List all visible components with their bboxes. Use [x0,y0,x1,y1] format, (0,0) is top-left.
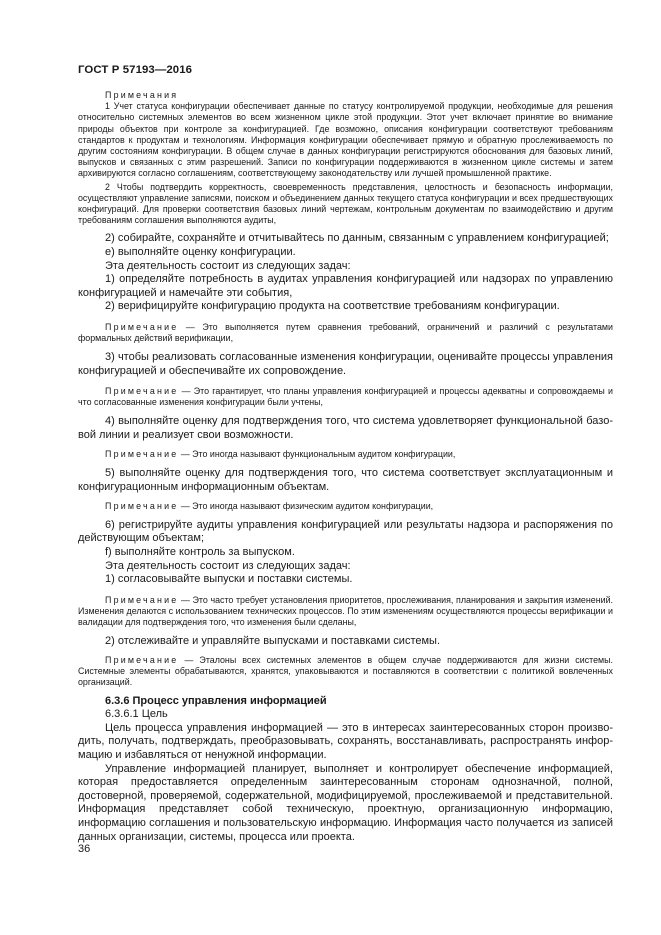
note-2: 2 Чтобы подтвердить корректность, своевременность представления, целостность и безопасность информации, осуществляют управление записями, поиском и объединением данных текущего статуса конфигурации и всех предшествующих конфигураций. Для проверки соответствия базовых линий чертежам, контрольным документам по взаимодействию и другим требованиям соглашения выполняются аудиты, [78,181,613,226]
section-title: 6.3.6 Процесс управления информацией [105,694,327,707]
note-f1 [78,595,613,629]
item-d2: 2) собирайте, сохраняйте и отчитывайтесь по данным, связанным с управлением конфигурацией; [105,232,609,245]
item-e4: 4) выполняйте оценку для подтверждения того, что система удовлетворяет функциональной базовой линии и реализует свои возможности. [78,415,613,441]
item-e3: 3) чтобы реализовать согласованные изменения конфигурации, оценивайте процессы управления конфигурацией и обеспечивайте их сопровождение. [78,351,613,377]
note-label: Примечание [105,500,179,511]
notes-heading: Примечания [105,90,179,100]
note-f2 [78,655,613,689]
page-content [78,90,613,844]
item-e6: 6) регистрируйте аудиты управления конфигурацией или результаты надзора и распоряжения по действующим объектам; [78,518,613,545]
note-1: 1 Учет статуса конфигурации обеспечивает данные по статусу контролируемой продукции, необходимые для решения относительно системных элементов во всем жизненном цикле этой продукции. Этот учет включает принятие во внимание природы объектов при контроле за конфигурацией. Где возможно, описания конфигурации соответствуют требованиям стандартов к продуктам и технологиям. Информация конфигурации обеспечивает прямую и обратную прослеживаемость по другим состояниям конфигурации. В общем случае в данных конфигурации регистрируются обоснования для базовых линий, выпусков и связанных с этим разрешений. Записи по конфигурации поддерживаются в жизненном цикле системы и затем архивируются согласно соглашениям, соответствующему законодательству или лучшей промышленной практике. [78,101,613,179]
item-f1: 1) согласовывайте выпуски и поставки системы. [105,573,353,586]
item-e2: 2) верифицируйте конфигурацию продукта на соответствие требованиям конфигурации. [105,300,560,313]
subsection-title: 6.3.6.1 Цель [105,708,168,721]
note-text: — Эталоны всех системных элементов в общем случае поддерживаются для жизни системы. Системные элементы обрабатываются, хранятся, упаковываются и поставляются в соответствии с политикой вовлеченных организаций. [78,654,613,688]
note-e5 [78,501,613,512]
note-text: — Это иногда называют функциональным аудитом конфигурации, [178,449,456,460]
note-e2 [78,322,613,344]
item-e: е) выполняйте оценку конфигурации. [105,246,296,259]
item-f2: 2) отслеживайте и управляйте выпусками и поставками системы. [105,635,441,648]
item-f: f) выполняйте контроль за выпуском. [105,545,295,558]
note-label: Примечание [105,322,179,332]
note-label: Примечание [105,385,179,396]
tasks-intro-f: Эта деятельность состоит из следующих задач: [105,559,351,572]
tasks-intro-e: Эта деятельность состоит из следующих задач: [105,259,351,272]
purpose-paragraph: Цель процесса управления информацией — это в интересах заинтересованных сторон производить, получать, подтверждать, преобразовывать, сохранять, восстанавливать, распространять информацию и избавляться от ненужной информации. [78,721,613,761]
document-header: ГОСТ Р 57193—2016 [78,64,193,76]
page-number: 36 [78,843,91,855]
management-paragraph: Управление информацией планирует, выполняет и контролирует обеспечение информацией, которая предоставляется определенным заинтересованным сторонам однозначной, полной, достоверной, проверяемой, содержательной, модифицируемой, прослеживаемой и представительной. Информация представляет собой техническую, проектную, организационную информацию, информацию соглашения и пользовательскую информацию. Информация часто получается из записей данных организации, системы, процесса или проекта. [78,762,613,843]
note-label: Примечание [105,594,179,605]
note-text: — Это часто требует установления приоритетов, прослеживания, планирования и закрытия изменений. Изменения делаются с использованием технических процессов. По этим изменениям осуществляются процессы верификации и валидации для подтверждения того, что изменения были сделаны, [78,594,613,628]
note-text: — Это выполняется путем сравнения требований, ограничений и различий с результатами формальных действий верификации, [78,322,613,344]
note-label: Примечание [105,449,179,460]
note-e4 [78,449,613,460]
note-e3 [78,386,613,408]
note-text: — Это иногда называют физическим аудитом конфигурации, [178,500,434,511]
note-label: Примечание [105,654,179,665]
item-e5: 5) выполняйте оценку для подтверждения того, что система соответствует эксплуатационным и конфигурационным информационным объектам. [78,467,613,493]
item-e1: 1) определяйте потребность в аудитах управления конфигурацией или надзорах по управлению конфигурацией и намечайте эти события, [78,273,613,299]
note-text: — Это гарантирует, что планы управления конфигурацией и процессы адекватны и сопровождаемы и что согласованные изменения конфигурации были учтены, [78,385,613,407]
